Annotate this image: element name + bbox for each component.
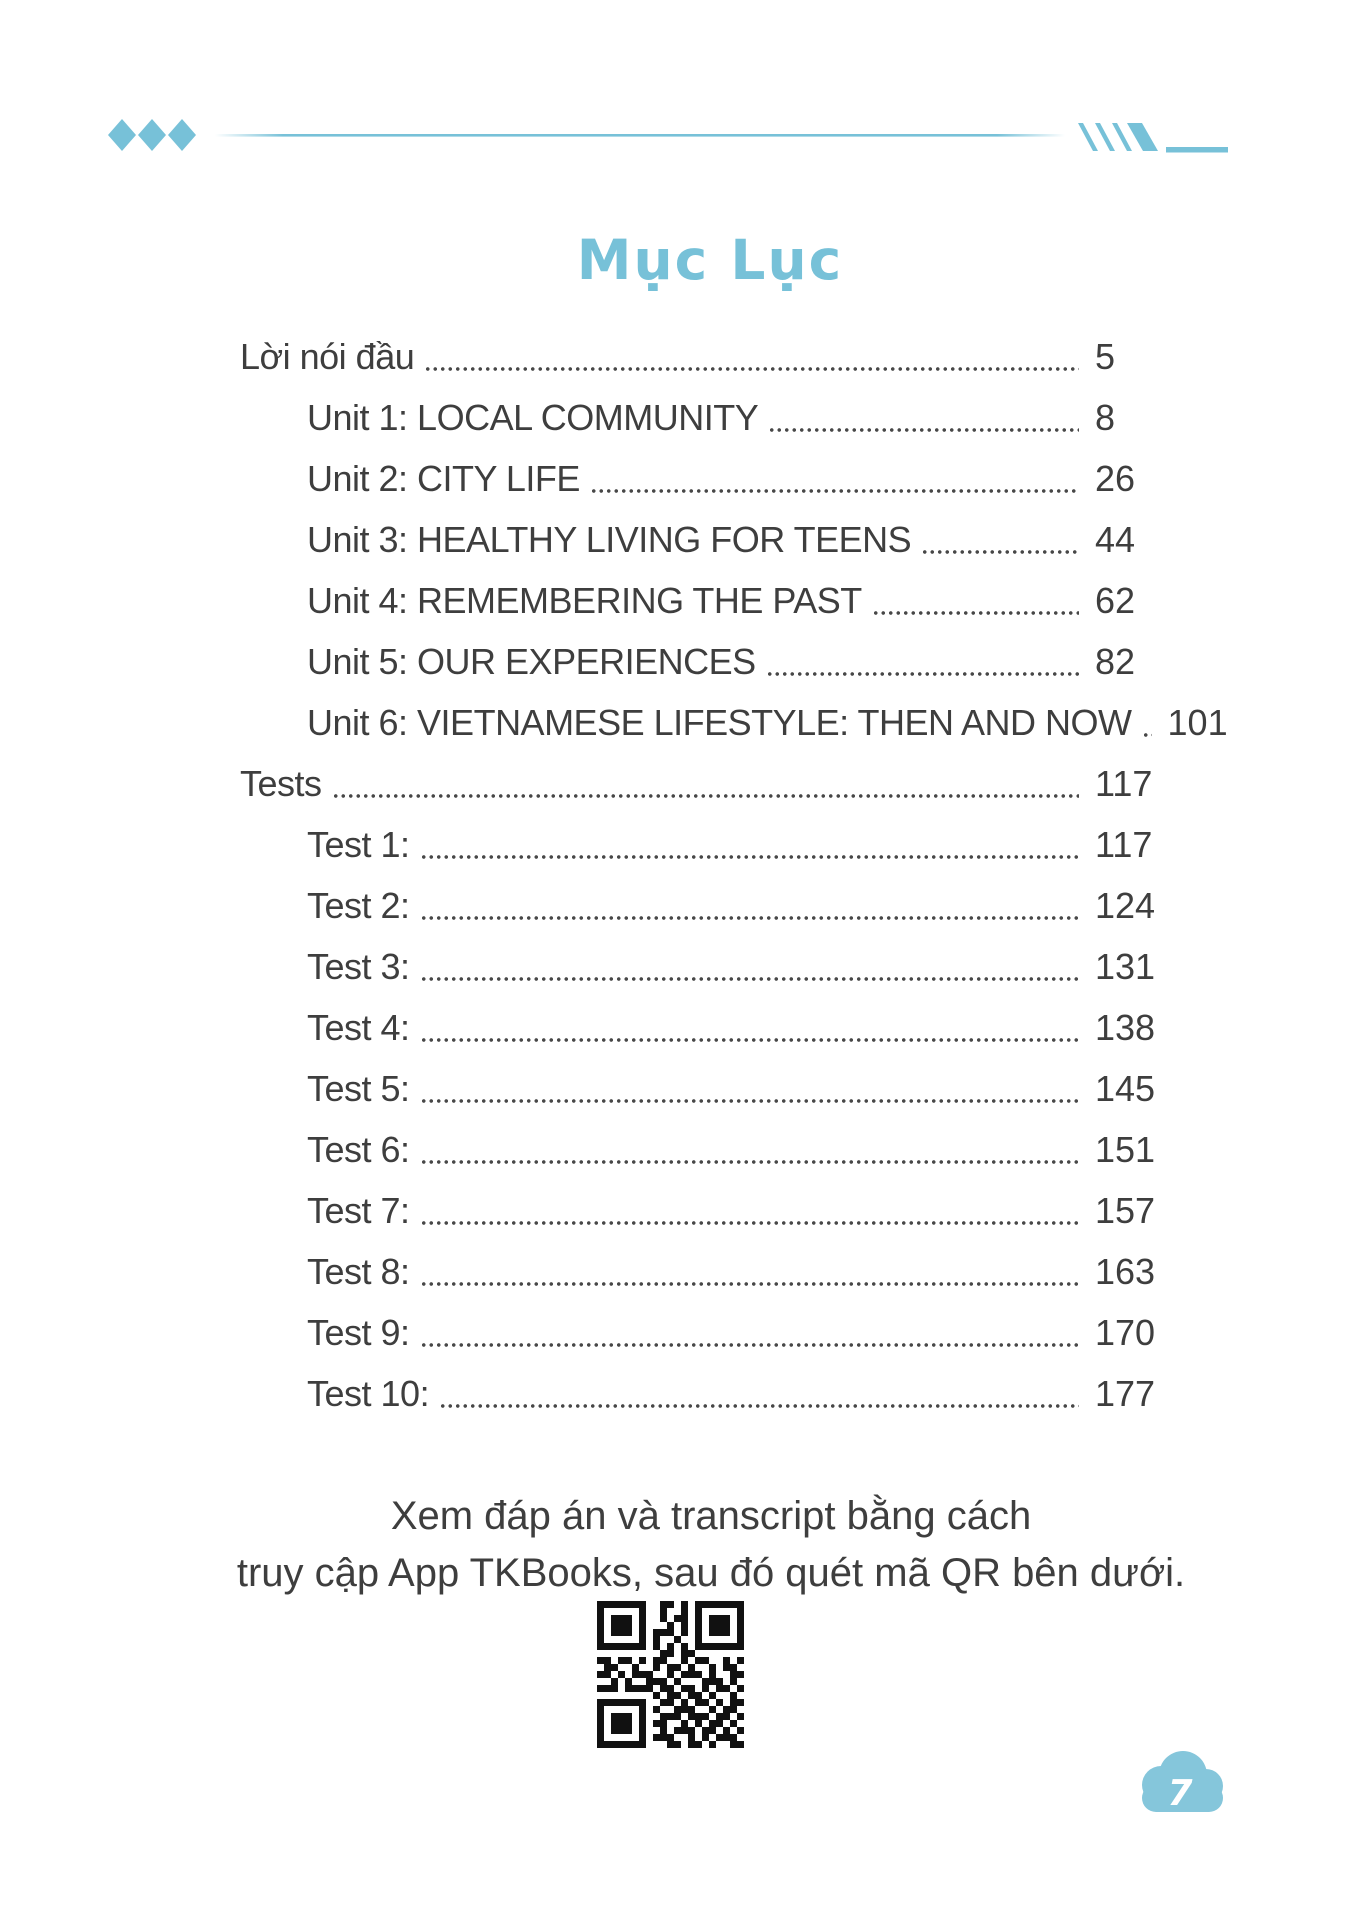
toc-entry-label: Test 8: (307, 1250, 410, 1292)
dotted-leader (420, 1038, 1079, 1042)
toc-entry-label: Unit 3: HEALTHY LIVING FOR TEENS (307, 518, 912, 560)
toc-row (240, 753, 1170, 814)
toc-entry-page-number: 8 (1095, 396, 1116, 438)
toc-entry-label: Unit 6: VIETNAMESE LIFESTYLE: THEN AND NOW (307, 701, 1132, 743)
toc-entry-page-number: 117 (1095, 823, 1153, 865)
toc-entry-label: Test 7: (307, 1189, 410, 1231)
dotted-leader (424, 367, 1079, 371)
toc-entry-label: Unit 1: LOCAL COMMUNITY (307, 396, 759, 438)
table-of-contents (240, 326, 1228, 1424)
dotted-leader (590, 489, 1079, 493)
dotted-leader (420, 977, 1079, 981)
toc-entry-page-number: 131 (1095, 945, 1156, 987)
dotted-leader (420, 1221, 1079, 1225)
toc-entry-page-number: 62 (1095, 579, 1136, 621)
toc-entry-page-number: 163 (1095, 1250, 1156, 1292)
toc-entry-page-number: 177 (1095, 1372, 1156, 1414)
page-number-badge (1133, 1748, 1228, 1818)
dotted-leader (420, 1099, 1079, 1103)
dotted-leader (439, 1404, 1079, 1408)
toc-entry-page-number: 157 (1095, 1189, 1156, 1231)
toc-entry-label: Unit 2: CITY LIFE (307, 457, 580, 499)
toc-entry-label: Test 9: (307, 1311, 410, 1353)
toc-row (240, 1302, 1170, 1363)
dotted-leader (420, 855, 1079, 859)
toc-entry-label: Test 6: (307, 1128, 410, 1170)
toc-entry-page-number: 145 (1095, 1067, 1156, 1109)
toc-row (240, 997, 1170, 1058)
toc-entry-page-number: 124 (1095, 884, 1156, 926)
toc-entry-label: Test 3: (307, 945, 410, 987)
dotted-leader (768, 428, 1079, 432)
diamond-icon (138, 119, 166, 151)
toc-row (240, 326, 1170, 387)
toc-entry-page-number: 151 (1095, 1128, 1156, 1170)
dotted-leader (332, 794, 1079, 798)
toc-entry-label: Test 4: (307, 1006, 410, 1048)
toc-entry-label: Test 10: (307, 1372, 430, 1414)
dotted-leader (766, 672, 1079, 676)
toc-row (240, 1363, 1170, 1424)
diamond-icon (108, 119, 136, 151)
dotted-leader (420, 916, 1079, 920)
dotted-leader (872, 611, 1079, 615)
toc-entry-page-number: 5 (1095, 335, 1116, 377)
dotted-leader (921, 550, 1079, 554)
toc-entry-page-number: 44 (1095, 518, 1136, 560)
header-rule (215, 134, 1065, 137)
toc-row (240, 631, 1170, 692)
toc-entry-label: Unit 4: REMEMBERING THE PAST (307, 579, 862, 621)
toc-entry-page-number: 170 (1095, 1311, 1156, 1353)
toc-entry-page-number: 117 (1095, 762, 1153, 804)
toc-entry-page-number: 26 (1095, 457, 1136, 499)
header-decoration (0, 105, 1355, 170)
toc-row (240, 814, 1170, 875)
toc-entry-label: Test 1: (307, 823, 410, 865)
toc-entry-label: Test 2: (307, 884, 410, 926)
toc-row (240, 1180, 1170, 1241)
toc-row (240, 570, 1170, 631)
toc-row (240, 692, 1228, 753)
toc-row (240, 387, 1170, 448)
toc-row (240, 875, 1170, 936)
toc-row (240, 1058, 1170, 1119)
toc-entry-page-number: 101 (1167, 701, 1228, 743)
footer-note-line1: Xem đáp án và transcript bằng cách (390, 1494, 1032, 1538)
toc-row (240, 1241, 1170, 1302)
toc-row (240, 509, 1170, 570)
toc-entry-label: Lời nói đầu (240, 335, 415, 377)
slashes-icon (1078, 123, 1228, 153)
toc-entry-page-number: 138 (1095, 1006, 1156, 1048)
page-title: Mục Lục (576, 228, 844, 292)
toc-row (240, 448, 1170, 509)
dotted-leader (1142, 733, 1152, 737)
dotted-leader (420, 1160, 1079, 1164)
toc-entry-page-number: 82 (1095, 640, 1136, 682)
toc-row (240, 936, 1170, 997)
qr-code (597, 1601, 744, 1748)
page-number: 7 (1167, 1773, 1193, 1814)
dotted-leader (420, 1282, 1079, 1286)
footer-note-line2: truy cập App TKBooks, sau đó quét mã QR bên dưới. (236, 1551, 1186, 1595)
toc-entry-label: Tests (240, 762, 322, 804)
dotted-leader (420, 1343, 1079, 1347)
toc-entry-label: Test 5: (307, 1067, 410, 1109)
toc-row (240, 1119, 1170, 1180)
diamond-icon (168, 119, 196, 151)
toc-entry-label: Unit 5: OUR EXPERIENCES (307, 640, 756, 682)
